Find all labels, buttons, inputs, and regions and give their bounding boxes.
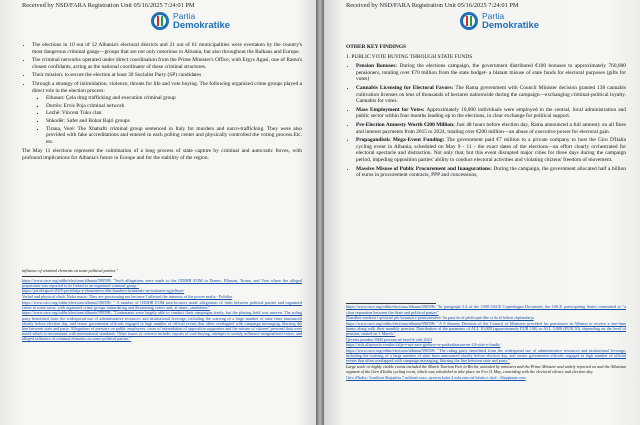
logo-line1: Partia xyxy=(173,11,196,21)
right-footnotes xyxy=(346,300,626,380)
left-page xyxy=(0,0,316,425)
finding-item: • Propagandistic Mega-Event Funding: The government paid €7 million to a private company to host the Giro D'Italia cycling event in Albania, scheduled on May 9 - 11 - the exact dates of the elections—an effort clearly orchestrated for electoral spectacle and distraction. Not only that, but this event disrupted major cities for three days during the campaign period, impeding opposition parties' ability to conduct electoral activities and violating citizens' freedom of movement. xyxy=(356,137,626,163)
footnote-link[interactable]: https://rtsh.al/qeveria-vendos-falje-e-nje-sere-gjobave-te-paskeshtutura-ne-10-vitet-e-fundit/ xyxy=(346,342,501,348)
finding-item: • Massive Misuse of Public Procurement and Inaugurations: During the campaign, the government allocated half a billion of euros in procurement contracts, PPP and concessions, xyxy=(356,166,626,179)
party-logo-emblem xyxy=(459,11,479,31)
logo-line1: Partia xyxy=(482,11,505,21)
footnote-link[interactable]: Qeveria pundesi 3900 persona në fund të vitit 2024 xyxy=(346,336,432,342)
finding-item: • Pension Bonuses: During the elections campaign, the government distributed €100 bonuses to approximately 760,000 pensioners, totaling over €70 million from the state budget- a blatant misuse of state funds for electoral purposes (gifts for votes) xyxy=(356,63,626,83)
finding-item: • Cannabis Licensing for Electoral Favors: The Rama government with Council Minister decision granted 138 cannabis cultivation licenses on tens of thousands of hectares nationwide during the campaign—exchanging criminal-political loyalty. Cannabis for votes. xyxy=(356,85,626,105)
closing-paragraph: The May 11 elections represent the culmination of a long process of state capture by criminal and autocratic forces, with profound implications for Albania's future in Europe and for the stability of the region. xyxy=(22,148,302,161)
gang-item: ▪ Durrës: Ervis Poja criminal network xyxy=(46,103,302,110)
footnote-link[interactable]: https://www.osce.org/odihr/elections/albania/590598: "In paragraph 5.4 of the 1990 OSCE Copenhagen Document, the OSCE participating States committed to "a clear separation between the State and political parties" xyxy=(346,304,626,315)
section-title: OTHER KEY FINDINGS xyxy=(346,44,407,50)
list-item: • The criminal networks operated under direct coordination from the Prime Minister's Office, with Ergys Agasi, one of Rama's closest confidants, acting as the national coordinator of these criminal structures. xyxy=(32,57,302,70)
footnote-link[interactable]: https://www.osce.org/odihr/elections/albania/590598: " A number of ODIHR EOM interlocutors made allegations of links between political parties and organized crime in some areas, with organized crime groups intimidating and threatening voters and, at times, candidates." xyxy=(22,299,302,310)
fara-header-stamp: Received by NSD/FARA Registration Unit 05/16/2025 7:24:01 PM xyxy=(22,2,195,9)
list-item: • Through a strategy of intimidation, violence, threats for life and vote buying. The following organized crime groups played a direct role in the election process: ▪ Elbasan: Çela drug trafficking and execution criminal group ▪ Durrës: Ervis Poja criminal network ▪ Lezhë: Vincent Tuku clan ▪ Shkodër: Safet and Bohar Bajri groups ▪ Tirana, Vorë: The Xhabafti criminal group sentenced in Italy for murders and narco-trafficking. They were also provided with fake accreditations and entered in each polling center and physically controlled the voting process.Etc. etc. xyxy=(32,81,302,145)
gang-item: ▪ Elbasan: Çela drug trafficking and execution criminal group xyxy=(46,95,302,102)
gang-item: ▪ Tirana, Vorë: The Xhabafti criminal group sentenced in Italy for murders and narco-trafficking. They were also provided with fake accreditations and entered in each polling center and physically controlled the voting process.Etc. etc. xyxy=(46,126,302,146)
footnote-link[interactable]: https://www.osce.org/odihr/elections/albania/590598: "Such allegations were made to the ODIHR EOM in Durres, Elbasan, Tirana, and Vore where the alleged perpetrator was reported to be linked to an organized criminal group." xyxy=(22,277,302,288)
logo-line2: Demokratike xyxy=(482,20,540,31)
footnote: influence of criminal elements on some political parties." xyxy=(22,268,118,273)
left-footnotes xyxy=(22,268,302,342)
footnote-link[interactable]: Verbal and physical clash. Noka reacts: They are prosecuting me because I affected the interests of the power mafia - Politiko xyxy=(22,293,233,299)
footnote-link[interactable]: https://pd.al/raport-2025-perfshirja-e-elementeve-dhe-bandave-kriminale-ne-fushaten-zgjedhore/ xyxy=(22,288,185,294)
footnote-link[interactable]: Zbardhet vendimi i qeverisë për bonusin e pensionistëve/ Sa para do të përfitojnë dhe si do të bëhen shpërndarja xyxy=(346,315,534,321)
logo-line2: Demokratike xyxy=(173,20,231,31)
gang-item: ▪ Shkodër: Safet and Bohar Bajri groups xyxy=(46,118,302,125)
footnote-link[interactable]: https://www.osce.org/odihr/elections/albania/590598: "A 9 January Decision of the Council of Ministers provided for pensioners in Albania to receive a one-time bonus along with their monthly pension. Distribution of the payments of ALL 10,000 (approximately EUR 100) or ALL 5,000 (EUR 50), depending on the level of pension, started on 1 March." xyxy=(346,320,626,337)
right-page xyxy=(324,0,640,425)
footnote-link[interactable]: https://www.osce.org/odihr/elections/albania/590598: "Contestants were largely able to conduct their campaigns freely, but the playing field was uneven. The ruling party benefitted from the widespread use of administrative resources and institutional leverage, including the waiving of a large number of state fines announced shortly before election day, and senior government officials engaged in high number of official events that often overlapped with campaign messaging, blurring the line between state and party. Allegations of pressure on public employees, cases of intimidation of opposition supporters and the misuse of citizens' personal data were noted which is inconsistent with international standards. Other issues of concern include, reports of vote-buying, attempts to unduly influence marginalized voters, and alleged influence of criminal elements on some political parties." xyxy=(22,310,302,342)
subsection-title: 1. PUBLIC VOTE BUYING THROUGH STATE FUNDS xyxy=(346,53,473,60)
finding-item: • Mass Employment for Votes: Approximately 10,000 individuals were employed in the central, local administration and public sector within four months leading up to the elections, in clear exchange for political support. xyxy=(356,107,626,120)
party-logo xyxy=(459,11,539,31)
finding-item: • Pre-Election Amnesty Worth €200 Million: Just 48 hours before election day, Rama announced a full amnesty on all fines and interest payments from 2015 to 2024, totaling over €200 million—an abuse of executive power for electoral gain. xyxy=(356,122,626,135)
party-logo xyxy=(150,11,230,31)
party-logo-emblem xyxy=(150,11,170,31)
list-item: • The elections in 10 out of 12 Albania's electoral districts and 21 out of 61 municipalities were overtaken by the country's most dangerous criminal gangs—groups that are not only notorious in Albania, but also throughout the Balkans and Europe. xyxy=(32,42,302,55)
fara-header-stamp: Received by NSD/FARA Registration Unit 05/16/2025 7:24:01 PM xyxy=(346,2,519,9)
gang-item: ▪ Lezhë: Vincent Tuku clan xyxy=(46,110,302,117)
list-item: • Their mission: to secure the election at least 30 Socialist Party (SP) candidates xyxy=(32,72,302,79)
footnote-link[interactable]: https://www.osce.org/odihr/elections/albania/590598: "The ruling party benefitted from the widespread use of administrative resources and institutional leverage, including the waiving of a large number of state fines announced shortly before election day, and senior government officials engaged in high number of official events that often overlapped with campaign messaging, blurring the line between state and party." xyxy=(346,347,626,364)
left-body-text xyxy=(22,42,302,165)
right-body-text xyxy=(346,42,626,181)
book-spine xyxy=(316,0,324,425)
footnote: Large scale or highly visible events included the March Tourism Fair in Berlin, attended by ministers and the Prime Minister and widely reported on and the Albanian segment of the Giro d'Italia cycling event, which was scheduled to take place on 9 to 11 May, coinciding with the electoral silence and election day. xyxy=(346,363,626,375)
footnote-link[interactable]: Giro d'Italia / Ivashton Shqipëria 7 milionë euro, qeveria kaloi 4 mln euro në këstin e dytë - Shqiptarja.com xyxy=(346,374,526,380)
